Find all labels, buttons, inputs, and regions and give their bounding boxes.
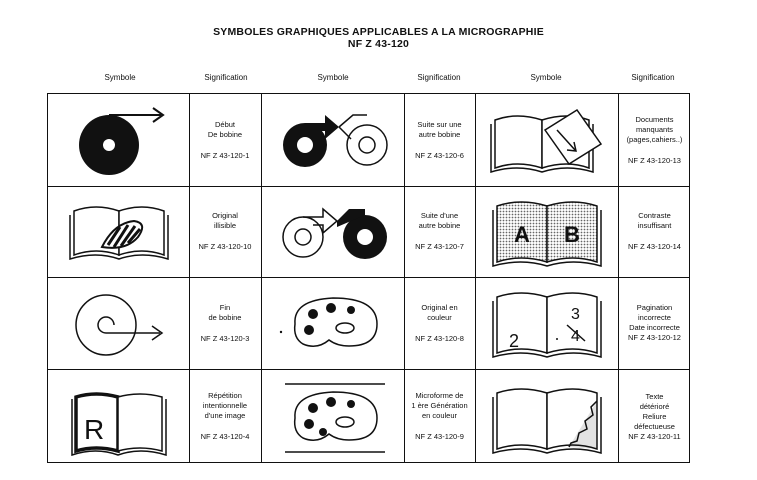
debut-bobine-icon <box>48 94 189 186</box>
symbol-meaning-cell <box>189 186 261 277</box>
symbol-meaning-cell <box>618 369 691 464</box>
symbol-meaning: Original en couleur <box>421 302 458 322</box>
symbol-code: NF Z 43-120-7 <box>415 242 464 251</box>
symbol-code: NF Z 43-120-8 <box>415 333 464 343</box>
symbol-meaning-cell <box>189 94 261 186</box>
symbol-meaning-cell <box>189 277 261 369</box>
symbol-code: NF Z 43-120-11 <box>628 431 681 441</box>
header-symbole-3: Symbole <box>530 73 562 82</box>
microforme-couleur-icon <box>261 369 404 464</box>
symbol-meaning: Suite sur une autre bobine <box>417 119 462 139</box>
symbol-meaning: Suite d'une autre bobine <box>418 211 461 230</box>
document-title <box>0 26 757 50</box>
header-signification-3: Signification <box>631 73 675 82</box>
header-signification-2: Signification <box>417 73 461 82</box>
symbol-code: NF Z 43-120-6 <box>415 150 464 160</box>
symbol-meaning: Microforme de 1 ère Génération en couleur <box>411 391 468 420</box>
symbol-code: NF Z 43-120-13 <box>628 155 681 165</box>
suite-sur-autre-bobine-icon <box>261 94 404 186</box>
title-line-2: NF Z 43-120 <box>347 38 410 50</box>
ab-left-letter: A <box>513 221 530 247</box>
symbol-meaning: Répétition intentionnelle d'une image <box>202 391 248 420</box>
documents-manquants-icon <box>475 94 618 186</box>
symbol-code: NF Z 43-120-1 <box>200 150 250 160</box>
symbol-table <box>47 93 690 463</box>
contraste-insuffisant-icon <box>475 186 618 277</box>
texte-deteriore-icon <box>475 369 618 464</box>
symbol-code: NF Z 43-120-10 <box>198 242 252 251</box>
symbol-meaning-cell <box>618 94 691 186</box>
original-illisible-icon <box>48 186 189 277</box>
symbol-meaning-cell <box>404 94 475 186</box>
header-signification-1: Signification <box>204 73 248 82</box>
pag-left-number: 2 <box>508 331 519 351</box>
ab-right-letter: B <box>563 221 580 247</box>
pag-right-bottom-number: 4 <box>570 328 580 345</box>
symbol-code: NF Z 43-120-14 <box>628 242 681 251</box>
symbol-meaning: Documents manquants (pages,cahiers..) <box>626 114 683 144</box>
symbol-meaning-cell <box>404 277 475 369</box>
repetition-image-icon <box>48 369 189 464</box>
symbol-code: NF Z 43-120-9 <box>415 432 464 441</box>
repeat-letter: R <box>83 413 104 445</box>
title-line-1: SYMBOLES GRAPHIQUES APPLICABLES A LA MICROGRAPHIE <box>213 26 544 38</box>
symbol-meaning: Original illisible <box>212 211 238 230</box>
symbol-meaning-cell <box>618 277 691 369</box>
symbol-code: NF Z 43-120-3 <box>200 333 250 343</box>
symbol-meaning: Contraste insuffisant <box>637 211 672 230</box>
symbol-meaning-cell <box>189 369 261 464</box>
fin-bobine-icon <box>48 277 189 369</box>
symbol-meaning: Texte détérioré Reliure défectueuse <box>634 391 675 431</box>
header-symbole-2: Symbole <box>317 73 349 82</box>
symbol-meaning-cell <box>404 186 475 277</box>
symbol-meaning-cell <box>404 369 475 464</box>
header-symbole-1: Symbole <box>104 73 136 82</box>
palette-couleur-icon <box>261 277 404 369</box>
symbol-meaning: Fin de bobine <box>208 302 242 322</box>
symbol-meaning: Pagination incorrecte Date incorrecte <box>629 303 680 332</box>
pagination-incorrecte-icon <box>475 277 618 369</box>
symbol-code: NF Z 43-120-4 <box>200 432 250 441</box>
symbol-meaning-cell <box>618 186 691 277</box>
symbol-code: NF Z 43-120-12 <box>628 333 681 342</box>
symbol-meaning: Début De bobine <box>207 119 243 139</box>
suite-d-une-autre-bobine-icon <box>261 186 404 277</box>
pag-right-top-number: 3 <box>570 306 580 323</box>
